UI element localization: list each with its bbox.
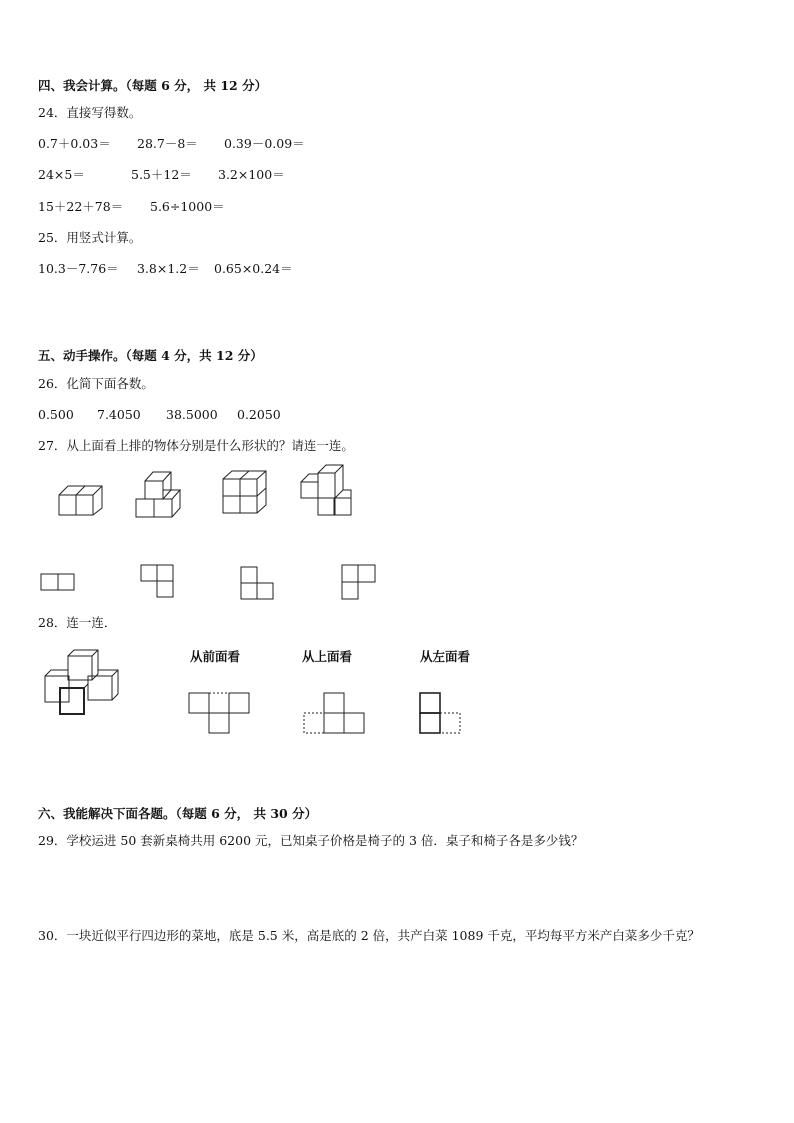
q29-text: 29．学校运进 50 套新桌椅共用 6200 元，已知桌子价格是椅子的 3 倍．桌子和椅子各是多少钱？ [38, 833, 584, 848]
q24-prompt: 24．直接写得数。 [38, 105, 142, 120]
q25-item: 3.8×1.2＝ [137, 261, 200, 276]
section5-header: 五、动手操作。（每题 4 分，共 12 分） [38, 348, 263, 363]
q27-view-1 [40, 573, 76, 591]
q24-item: 0.39－0.09＝ [224, 136, 305, 151]
q28-prompt: 28．连一连． [38, 615, 117, 630]
section4-header: 四、我会计算。（每题 6 分， 共 12 分） [38, 78, 268, 93]
q25-item: 0.65×0.24＝ [214, 261, 293, 276]
q26-item: 0.500 [38, 407, 74, 422]
q27-view-4 [341, 564, 379, 602]
q28-view-t-shape [188, 692, 252, 736]
q26-item: 7.4050 [97, 407, 141, 422]
q28-view-label-left: 从左面看 [420, 649, 471, 664]
q27-solid-4 [300, 462, 356, 518]
q30-text: 30．一块近似平行四边形的菜地，底是 5.5 米，高是底的 2 倍，共产白菜 1089 千克，平均每平方米产白菜多少千克？ [38, 928, 700, 943]
q24-item: 5.6÷1000＝ [150, 199, 225, 214]
q27-view-2 [140, 564, 176, 600]
q28-solid [42, 648, 138, 718]
q28-view-label-front: 从前面看 [190, 649, 241, 664]
q27-prompt: 27．从上面看上排的物体分别是什么形状的？请连一连。 [38, 438, 354, 453]
q24-item: 15＋22＋78＝ [38, 199, 124, 214]
q25-item: 10.3－7.76＝ [38, 261, 119, 276]
q28-view-label-top: 从上面看 [302, 649, 353, 664]
section6-header: 六、我能解决下面各题。（每题 6 分， 共 30 分） [38, 806, 318, 821]
q26-item: 38.5000 [166, 407, 218, 422]
q26-item: 0.2050 [237, 407, 281, 422]
q27-view-3 [240, 566, 276, 602]
q28-view-inverted-t-shape [303, 692, 367, 736]
q27-solid-1 [58, 478, 108, 518]
q24-item: 5.5＋12＝ [131, 167, 192, 182]
q26-prompt: 26．化简下面各数。 [38, 376, 154, 391]
q27-solid-3 [222, 470, 268, 516]
q24-item: 24×5＝ [38, 167, 85, 182]
q24-item: 28.7－8＝ [137, 136, 198, 151]
q24-item: 3.2×100＝ [218, 167, 285, 182]
q28-view-l-shape [419, 692, 465, 736]
q24-item: 0.7＋0.03＝ [38, 136, 111, 151]
q27-solid-2 [135, 468, 190, 520]
q25-prompt: 25．用竖式计算。 [38, 230, 142, 245]
